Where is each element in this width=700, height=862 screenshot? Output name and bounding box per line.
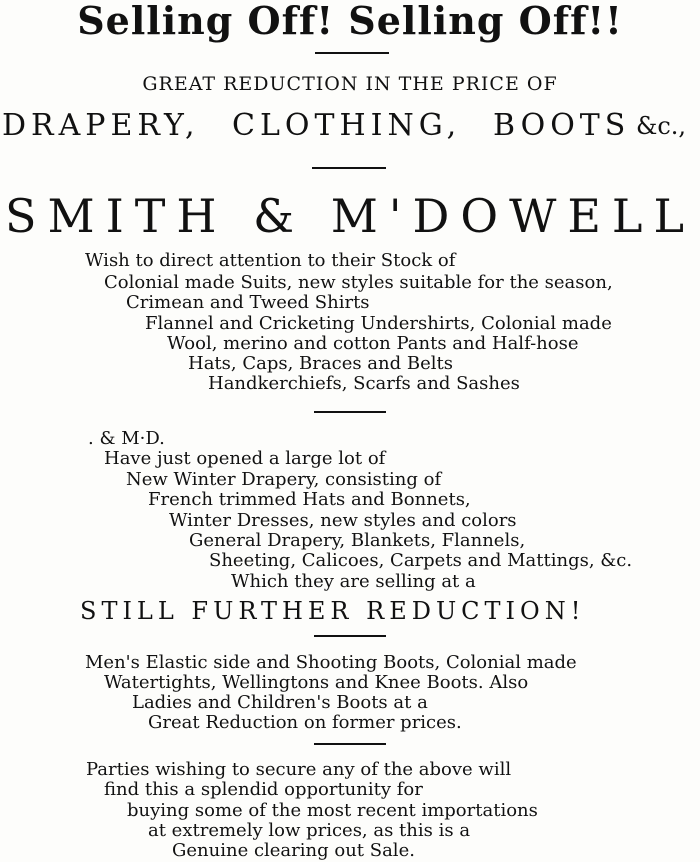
section2-line: Sheeting, Calicoes, Carpets and Mattings, &c. bbox=[209, 550, 633, 571]
reduction-banner: STILL FURTHER REDUCTION! bbox=[80, 597, 586, 625]
section1-line: Hats, Caps, Braces and Belts bbox=[188, 353, 453, 374]
section1-line: Wool, merino and cotton Pants and Half-hose bbox=[167, 333, 579, 354]
divider-rule bbox=[314, 743, 386, 745]
section1-line: Colonial made Suits, new styles suitable for the season, bbox=[104, 272, 613, 293]
section3-line: Men's Elastic side and Shooting Boots, Colonial made bbox=[85, 652, 577, 673]
subhead: GREAT REDUCTION IN THE PRICE OF bbox=[142, 73, 558, 95]
goods-clothing: CLOTHING, bbox=[232, 108, 462, 143]
goods-boots: BOOTS bbox=[493, 108, 631, 143]
section2-line: Which they are selling at a bbox=[231, 571, 476, 592]
section1-line: Flannel and Cricketing Undershirts, Colonial made bbox=[145, 313, 612, 334]
section1-line: Crimean and Tweed Shirts bbox=[126, 292, 370, 313]
section2-line: Winter Dresses, new styles and colors bbox=[169, 510, 517, 531]
divider-rule bbox=[314, 635, 386, 637]
section2-line: . & M·D. bbox=[88, 428, 165, 449]
divider-rule bbox=[312, 167, 386, 169]
section4-line: buying some of the most recent importations bbox=[127, 800, 538, 821]
section2-line: French trimmed Hats and Bonnets, bbox=[148, 489, 471, 510]
section1-line: Wish to direct attention to their Stock of bbox=[85, 250, 456, 271]
divider-rule bbox=[314, 411, 386, 413]
headline: Selling Off! Selling Off!! bbox=[77, 0, 623, 43]
section4-line: Parties wishing to secure any of the above will bbox=[86, 759, 512, 780]
section4-line: Genuine clearing out Sale. bbox=[172, 840, 415, 861]
section2-line: Have just opened a large lot of bbox=[104, 448, 386, 469]
section3-line: Watertights, Wellingtons and Knee Boots. Also bbox=[104, 672, 529, 693]
section4-line: at extremely low prices, as this is a bbox=[148, 820, 471, 841]
goods-etc: &c., bbox=[636, 112, 687, 140]
goods-drapery: DRAPERY, bbox=[2, 108, 200, 143]
firm-name: SMITH & M'DOWELL bbox=[4, 189, 696, 243]
section3-line: Ladies and Children's Boots at a bbox=[132, 692, 428, 713]
section2-line: New Winter Drapery, consisting of bbox=[126, 469, 442, 490]
section3-line: Great Reduction on former prices. bbox=[148, 712, 462, 733]
section1-line: Handkerchiefs, Scarfs and Sashes bbox=[208, 373, 520, 394]
divider-rule bbox=[315, 52, 389, 54]
section4-line: find this a splendid opportunity for bbox=[104, 779, 423, 800]
section2-line: General Drapery, Blankets, Flannels, bbox=[189, 530, 526, 551]
